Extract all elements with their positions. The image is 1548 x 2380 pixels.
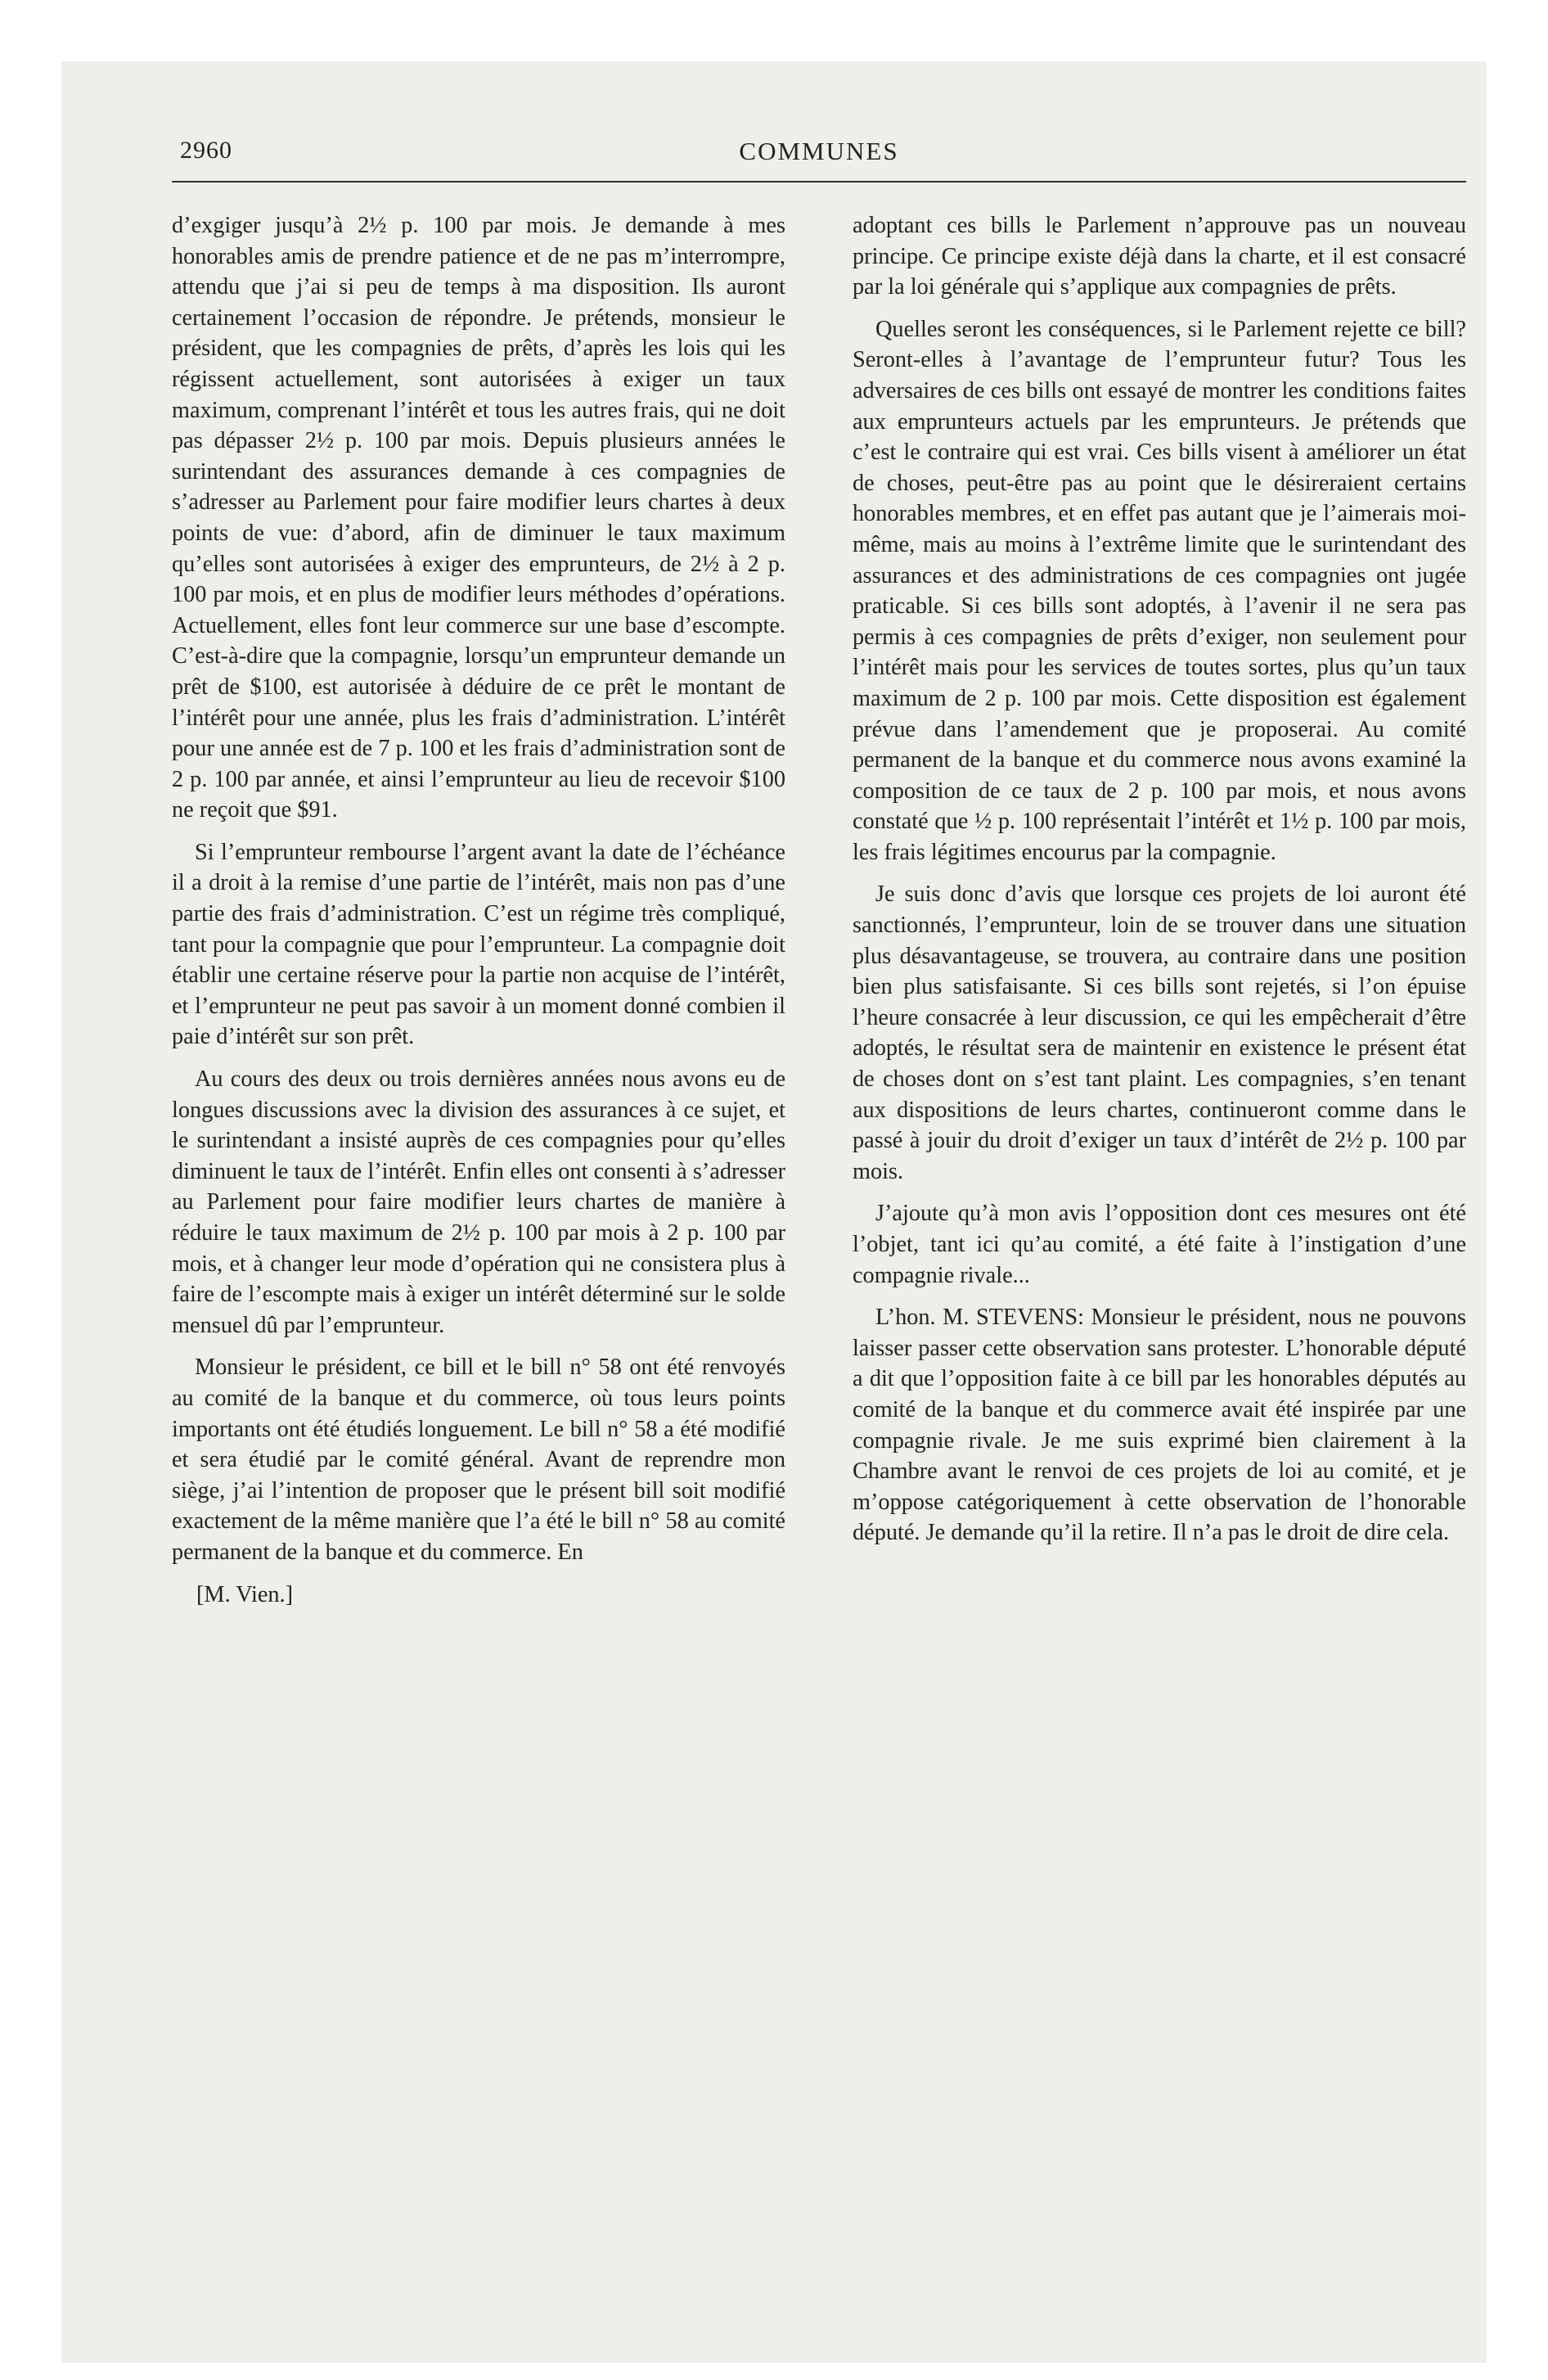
right-paragraph-1: adoptant ces bills le Parlement n’approuve pas un nouveau principe. Ce principe existe déjà dans la charte, et il est consacré par la loi générale qui s’applique aux compagnies de prêts. (853, 213, 1466, 300)
page-number: 2960 (180, 137, 232, 164)
right-paragraph-2: Quelles seront les conséquences, si le Parlement rejette ce bill? Seront-elles à l’avantage de l’emprunteur futur? Tous les adversaires de ces bills ont essayé de montrer les conditions faites aux emprunteurs actuels par les emprunteurs. Je prétends que c’est le contraire qui est vrai. Ces bills visent à améliorer un état de choses, peut-être pas au point que le désireraient certains honorables membres, et en effet pas autant que je l’aimerais moi-même, mais au moins à l’extrême limite que le surintendant des assurances et des administrations de ces compagnies ont jugée praticable. Si ces bills sont adoptés, à l’avenir il ne sera pas permis à ces compagnies de prêts d’exiger, non seulement pour l’intérêt mais pour les services de toutes sortes, plus qu’un taux maximum de 2 p. 100 par mois. Cette disposition est également prévue dans l’amendement que je proposerai. Au comité permanent de la banque et du commerce nous avons examiné la composition de ce taux de 2 p. 100 par mois, et nous avons constaté que ½ p. 100 représentait l’intérêt et 1½ p. 100 par mois, les frais légitimes encourus par la compagnie. (853, 316, 1466, 865)
right-paragraph-4: J’ajoute qu’à mon avis l’opposition dont ces mesures ont été l’objet, tant ici qu’au comité, a été faite à l’instigation d’une compagnie rivale... (853, 1201, 1466, 1288)
left-column (172, 210, 785, 1610)
right-paragraph-5: L’hon. M. STEVENS: Monsieur le président, nous ne pouvons laisser passer cette observation sans protester. L’honorable député a dit que l’opposition faite à ce bill par les honorables députés au comité de la banque et du commerce avait été inspirée par une compagnie rivale. Je me suis exprimé bien clairement à la Chambre avant le renvoi de ces projets de loi au comité, et je m’oppose catégoriquement à cette observation de l’honorable député. Je demande qu’il la retire. Il n’a pas le droit de dire cela. (853, 1305, 1466, 1546)
right-paragraph-3: Je suis donc d’avis que lorsque ces projets de loi auront été sanctionnés, l’emprunteur, loin de se trouver dans une situation plus désavantageuse, se trouvera, au contraire dans une position bien plus satisfaisante. Si ces bills sont rejetés, si l’on épuise l’heure consacrée à leur discussion, ce qui les empêcherait d’être adoptés, le résultat sera de maintenir en existence le présent état de choses dont on s’est tant plaint. Les compagnies, s’en tenant aux dispositions de leurs chartes, continueront comme dans le passé à jouir du droit d’exiger un taux d’intérêt de 2½ p. 100 par mois. (853, 881, 1466, 1184)
left-paragraph-4: Monsieur le président, ce bill et le bill n° 58 ont été renvoyés au comité de la banque et du commerce, où tous leurs points importants ont été étudiés longuement. Le bill n° 58 a été modifié et sera étudié par le comité général. Avant de reprendre mon siège, j’ai l’intention de proposer que le présent bill soit modifié exactement de la même manière que l’a été le bill n° 58 au comité permanent de la banque et du commerce. En (172, 1355, 785, 1565)
running-head: COMMUNES (739, 137, 899, 165)
left-paragraph-3: Au cours des deux ou trois dernières années nous avons eu de longues discussions avec la division des assurances à ce sujet, et le surintendant a insisté auprès de ces compagnies pour qu’elles diminuent le taux de l’intérêt. Enfin elles ont consenti à s’adresser au Parlement pour faire modifier leurs chartes de manière à réduire le taux maximum de 2½ p. 100 par mois à 2 p. 100 par mois, et à changer leur mode d’opération qui ne consistera plus à faire de l’escompte mais à exiger un intérêt déterminé sur le solde mensuel dû par l’emprunteur. (172, 1066, 785, 1338)
right-column (853, 210, 1466, 1610)
page-header (172, 135, 1466, 183)
text-columns (172, 210, 1466, 1610)
speaker-tag: [M. Vien.] (196, 1581, 294, 1607)
hansard-page (172, 135, 1466, 2345)
left-paragraph-1: d’exgiger jusqu’à 2½ p. 100 par mois. Je demande à mes honorables amis de prendre patience et de ne pas m’interrompre, attendu que j’ai si peu de temps à ma disposition. Ils auront certainement l’occasion de répondre. Je prétends, monsieur le président, que les compagnies de prêts, d’après les lois qui les régissent actuellement, sont autorisées à exiger un taux maximum, comprenant l’intérêt et tous les autres frais, qui ne doit pas dépasser 2½ p. 100 par mois. Depuis plusieurs années le surintendant des assurances demande à ces compagnies de s’adresser au Parlement pour faire modifier leurs chartes à deux points de vue: d’abord, afin de diminuer le taux maximum qu’elles sont autorisées à exiger des emprunteurs, de 2½ à 2 p. 100 par mois, et en plus de modifier leurs méthodes d’opérations. Actuellement, elles font leur commerce sur une base d’escompte. C’est-à-dire que la compagnie, lorsqu’un emprunteur demande un prêt de $100, est autorisée à déduire de ce prêt le montant de l’intérêt pour une année, plus les frais d’administration. L’intérêt pour une année est de 7 p. 100 et les frais d’administration sont de 2 p. 100 par année, et ainsi l’emprunteur au lieu de recevoir $100 ne reçoit que $91. (172, 213, 785, 823)
left-paragraph-2: Si l’emprunteur rembourse l’argent avant la date de l’échéance il a droit à la remise d’une partie de l’intérêt, mais non pas d’une partie des frais d’administration. C’est un régime très compliqué, tant pour la compagnie que pour l’emprunteur. La compagnie doit établir une certaine réserve pour la partie non acquise de l’intérêt, et l’emprunteur ne peut pas savoir à un moment donné combien il paie d’intérêt sur son prêt. (172, 839, 785, 1050)
